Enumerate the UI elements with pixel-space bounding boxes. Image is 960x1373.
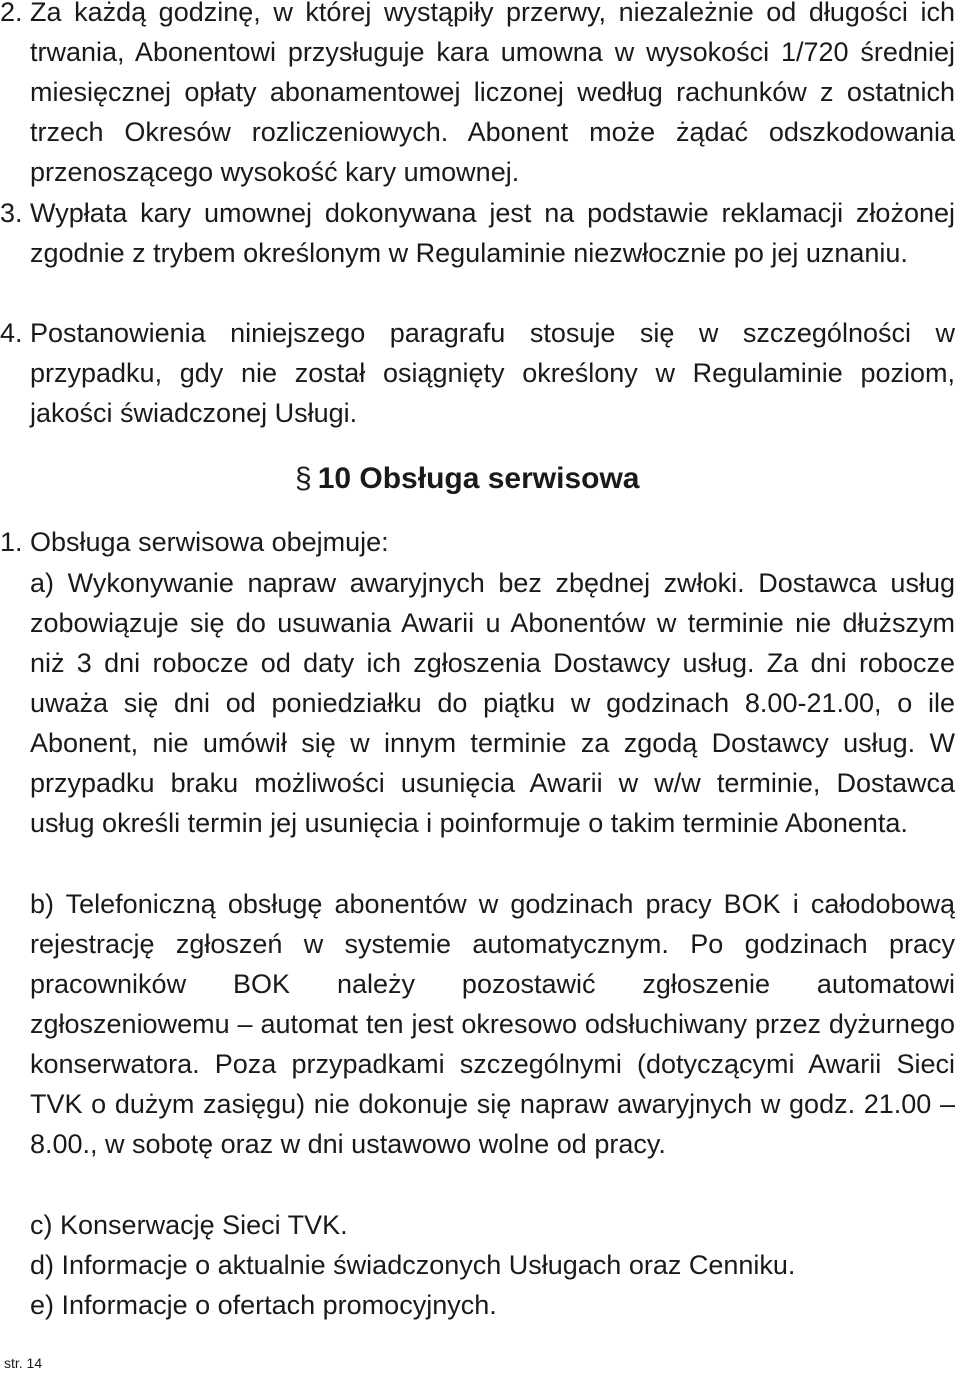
paragraph-text: Za każdą godzinę, w której wystąpiły przerwy, niezależnie od długości ich trwania, Abonentowi przysługuje kara umowna w wysokości 1/720 średniej miesięcznej opłaty abonamentowej liczonej według rachunków z ostatnich trzech Okresów rozliczeniowych. Abonent może żądać odszkodowania przenoszącego wysokość kary umownej. (30, 0, 955, 187)
paragraph-number: 3. (0, 198, 23, 228)
section-heading (295, 457, 639, 501)
paragraph-number: 1. (0, 527, 23, 557)
paragraph-4 (0, 313, 955, 433)
list-item-label: d) (30, 1250, 55, 1280)
page-number: str. 14 (4, 1355, 43, 1371)
paragraph-2 (0, 0, 955, 192)
list-item-text: Konserwację Sieci TVK. (60, 1210, 348, 1240)
list-item-label: b) (30, 889, 55, 919)
paragraph-text: Obsługa serwisowa obejmuje: (30, 527, 389, 557)
list-item-b (30, 884, 955, 1164)
list-item-label: e) (30, 1290, 55, 1320)
list-item-text: Informacje o ofertach promocyjnych. (61, 1290, 497, 1320)
section-title: 10 Obsługa serwisowa (317, 462, 640, 495)
paragraph-number: 4. (0, 318, 23, 348)
section-paragraph-1 (0, 522, 955, 562)
paragraph-text: Postanowienia niniejszego paragrafu stosuje się w szczególności w przypadku, gdy nie został osiągnięty określony w Regulaminie poziom, jakości świadczonej Usługi. (30, 318, 955, 428)
list-item-e (30, 1285, 955, 1325)
section-symbol: § (295, 462, 312, 495)
paragraph-text: Wypłata kary umownej dokonywana jest na podstawie reklamacji złożonej zgodnie z trybem określonym w Regulaminie niezwłocznie po jej uznaniu. (30, 198, 955, 268)
list-item-c (30, 1205, 955, 1245)
list-item-d (30, 1245, 955, 1285)
list-item-label: c) (30, 1210, 53, 1240)
paragraph-3 (0, 193, 955, 273)
list-item-text: Telefoniczną obsługę abonentów w godzinach pracy BOK i całodobową rejestrację zgłoszeń w systemie automatycznym. Po godzinach pracy pracowników BOK należy pozostawić zgłoszenie automatowi zgłoszeniowemu – automat ten jest okresowo odsłuchiwany przez dyżurnego konserwatora. Poza przypadkami szczególnymi (dotyczącymi Awarii Sieci TVK o dużym zasięgu) nie dokonuje się napraw awaryjnych w godz. 21.00 – 8.00., w sobotę oraz w dni ustawowo wolne od pracy. (30, 889, 956, 1159)
paragraph-number: 2. (0, 0, 23, 27)
list-item-label: a) (30, 568, 55, 598)
list-item-a (30, 563, 955, 843)
list-item-text: Wykonywanie napraw awaryjnych bez zbędnej zwłoki. Dostawca usług zobowiązuje się do usuwania Awarii u Abonentów w terminie nie dłuższym niż 3 dni robocze od daty ich zgłoszenia Dostawcy usług. Za dni robocze uważa się dni od poniedziałku do piątku w godzinach 8.00-21.00, o ile Abonent, nie umówił się w innym terminie za zgodą Dostawcy usług. W przypadku braku możliwości usunięcia Awarii w w/w terminie, Dostawca usług określi termin jej usunięcia i poinformuje o takim terminie Abonenta. (30, 568, 955, 838)
list-item-text: Informacje o aktualnie świadczonych Usługach oraz Cenniku. (61, 1250, 796, 1280)
